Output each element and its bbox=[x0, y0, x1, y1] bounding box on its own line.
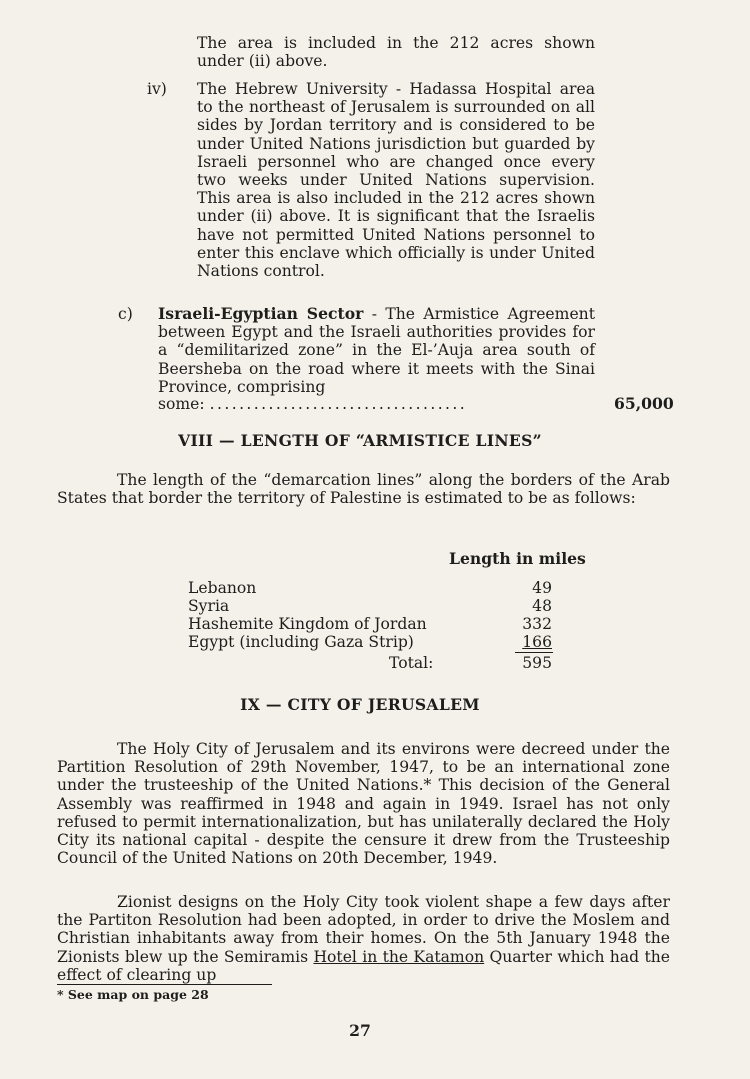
section-ix-paragraph-1: The Holy City of Jerusalem and its environs were decreed under the Partition Resolution of 29th November, 1947, to be an international zone under the trusteeship of the United Nations.* This decision of the General Assembly was reaffirmed in 1948 and again in 1949. Israel has not only refused to permit internationalization, but has unilaterally declared the Holy City its national capital - despite the censure it drew from the Trusteeship Council of the United Nations on 20th December, 1949. bbox=[57, 740, 670, 868]
item-c-body: - The Armistice Agreement between Egypt and the Israeli authorities provides for a “demilitarized zone” in the El-’Auja area south of Beersheba on the road where it meets with the Sinai Province, comprising bbox=[158, 305, 595, 396]
intro-paragraph: The area is included in the 212 acres shown under (ii) above. bbox=[197, 34, 595, 71]
row-name: Lebanon bbox=[188, 579, 257, 597]
item-c-leader-line bbox=[158, 395, 598, 413]
row-value: 332 bbox=[522, 615, 552, 633]
dot-leader: ................................... bbox=[209, 395, 468, 413]
item-c-title: Israeli-Egyptian Sector bbox=[158, 304, 364, 323]
para2-main: Zionist designs on the Holy City took violent shape a few days after the Partiton Resolution had been adopted, in order to drive the Moslem and Christian inhabitants away from their homes. On the 5th January 1948 the Zionists blew up the Semiramis bbox=[57, 893, 670, 966]
row-name: Syria bbox=[188, 597, 230, 615]
page-number: 27 bbox=[349, 1021, 371, 1040]
item-c-value: 65,000 bbox=[614, 394, 674, 413]
table-row bbox=[188, 633, 552, 651]
table-row bbox=[188, 615, 552, 633]
total-value: 595 bbox=[522, 654, 552, 672]
item-iv-text: The Hebrew University - Hadassa Hospital area to the northeast of Jerusalem is surrounded on all sides by Jordan territory and is considered to be under United Nations jurisdiction but guarded by Israeli personnel who are changed once every two weeks under United Nations supervision. This area is also included in the 212 acres shown under (ii) above. It is significant that the Israelis have not permitted United Nations personnel to enter this enclave which officially is under United Nations control. bbox=[197, 80, 595, 281]
section-viii-paragraph: The length of the “demarcation lines” along the borders of the Arab States that border the territory of Palestine is estimated to be as follows: bbox=[57, 471, 670, 508]
table-row bbox=[188, 579, 552, 597]
table-row bbox=[188, 597, 552, 615]
para2-underlined: Hotel in the Katamon bbox=[313, 947, 485, 966]
item-c-last-word: some: bbox=[158, 395, 205, 413]
row-value: 48 bbox=[532, 597, 552, 615]
row-value: 49 bbox=[532, 579, 552, 597]
section-ix-paragraph-2 bbox=[57, 893, 670, 984]
item-c-label: c) bbox=[118, 305, 133, 323]
total-label: Total: bbox=[389, 654, 434, 672]
section-ix-heading: IX — CITY OF JERUSALEM bbox=[240, 695, 480, 714]
item-iv-label: iv) bbox=[147, 80, 167, 98]
row-value: 166 bbox=[522, 633, 552, 651]
footnote: * See map on page 28 bbox=[57, 987, 209, 1002]
total-rule bbox=[515, 652, 553, 653]
item-c-text bbox=[158, 305, 595, 396]
row-name: Hashemite Kingdom of Jordan bbox=[188, 615, 427, 633]
para2-tail: Quarter which had the effect of clearing up bbox=[57, 947, 670, 984]
table-header: Length in miles bbox=[449, 549, 586, 568]
footnote-rule bbox=[57, 984, 272, 985]
row-name: Egypt (including Gaza Strip) bbox=[188, 633, 414, 651]
table-total-row bbox=[188, 654, 552, 672]
section-viii-heading: VIII — LENGTH OF “ARMISTICE LINES” bbox=[178, 431, 542, 450]
